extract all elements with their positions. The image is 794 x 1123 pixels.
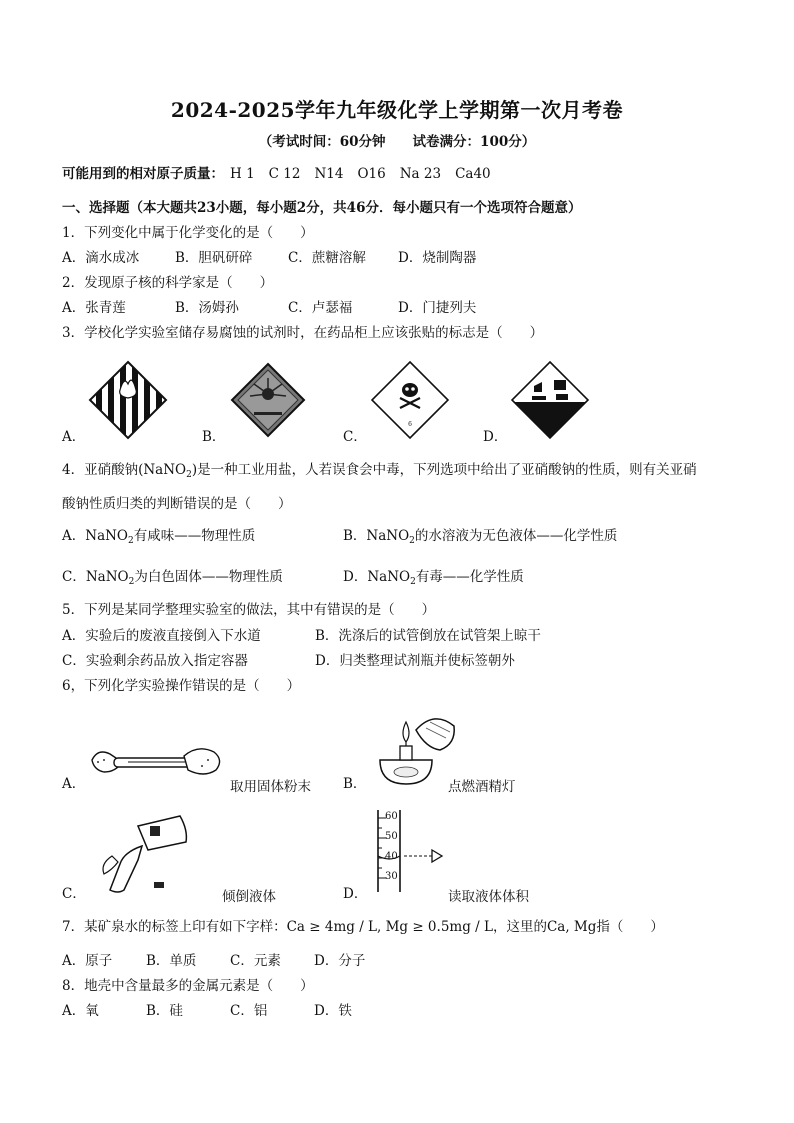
- q4-a-label: A．: [62, 528, 86, 544]
- q4-b-text: 的水溶液为无色液体——化学性质: [414, 528, 618, 544]
- q4-a-sub: 2: [128, 536, 134, 546]
- q4-d-sub: 2: [410, 577, 416, 587]
- q2-option-a[interactable]: A．张青莲: [62, 300, 126, 316]
- corrosive-sign-icon: [510, 360, 590, 440]
- q8-option-d[interactable]: D．铁: [314, 1003, 352, 1019]
- q8-option-b[interactable]: B．硅: [146, 1003, 183, 1019]
- q4-formula: (NaNO: [138, 462, 187, 478]
- cylinder-tick-40: 40: [385, 851, 398, 862]
- q7-option-c[interactable]: C．元素: [230, 953, 281, 969]
- q4-c-sub: 2: [128, 577, 135, 587]
- q4-a-text: 有咸味——物理性质: [133, 528, 256, 544]
- q4-option-c[interactable]: [62, 568, 283, 591]
- q1-option-a[interactable]: A．滴水成冰: [62, 250, 140, 266]
- question-7-stem: [62, 918, 664, 936]
- cylinder-tick-60: 60: [385, 811, 398, 822]
- q1-option-d[interactable]: D．烧制陶器: [398, 250, 477, 266]
- q7-option-d[interactable]: D．分子: [314, 953, 366, 969]
- question-4-stem-line2: 酸钠性质归类的判断错误的是（ ）: [62, 496, 292, 512]
- q6-caption-d: 读取液体体积: [448, 889, 529, 905]
- q4-option-a[interactable]: [62, 527, 255, 550]
- q6-option-b[interactable]: B．: [343, 776, 367, 792]
- question-1-stem: 1．下列变化中属于化学变化的是（ ）: [62, 225, 314, 241]
- alcohol-lamp-illustration-icon: [370, 708, 460, 790]
- q1-option-c[interactable]: C．蔗糖溶解: [288, 250, 366, 266]
- q7-stem-text: 7．某矿泉水的标签上印有如下字样：: [62, 919, 287, 935]
- q3-option-b[interactable]: B．: [202, 429, 226, 445]
- q4-d-label: D．: [343, 569, 368, 585]
- q4-option-d[interactable]: [343, 568, 524, 591]
- q4-b-sub: 2: [409, 536, 415, 546]
- exam-title: 2024-2025学年九年级化学上学期第一次月考卷: [170, 98, 624, 122]
- q5-option-a[interactable]: A．实验后的废液直接倒入下水道: [62, 628, 261, 644]
- explosive-sign-icon: [230, 362, 306, 438]
- q4-d-text: 有毒——化学性质: [415, 569, 524, 585]
- q5-option-d[interactable]: D．归类整理试剂瓶并使标签朝外: [315, 653, 515, 669]
- question-8-stem: 8．地壳中含量最多的金属元素是（ ）: [62, 978, 314, 994]
- q4-b-label: B．: [343, 528, 367, 544]
- exam-subtitle: （考试时间：60分钟 试卷满分：100分）: [258, 134, 536, 150]
- atomic-mass-item: O16: [357, 166, 386, 182]
- q4-stem-rest: 是一种工业用盐，人若误食会中毒，下列选项中给出了亚硝酸钠的性质，则有关亚硝: [197, 462, 697, 478]
- q6-option-d[interactable]: D．: [343, 886, 368, 902]
- q5-option-b[interactable]: B．洗涤后的试管倒放在试管架上晾干: [315, 628, 541, 644]
- q7-option-b[interactable]: B．单质: [146, 953, 197, 969]
- q6-caption-b: 点燃酒精灯: [448, 779, 516, 795]
- atomic-mass-item: H 1: [230, 166, 255, 182]
- cylinder-tick-30: 30: [385, 871, 398, 882]
- q4-c-formula: NaNO: [85, 569, 129, 585]
- q6-caption-a: 取用固体粉末: [230, 779, 311, 795]
- question-3-stem: 3．学校化学实验室储存易腐蚀的试剂时，在药品柜上应该张贴的标志是（ ）: [62, 325, 544, 341]
- q4-stem-text: 4．亚硝酸钠: [62, 462, 139, 478]
- q4-option-b[interactable]: [343, 527, 617, 550]
- atomic-mass-label: 可能用到的相对原子质量：: [62, 166, 224, 182]
- q2-option-b[interactable]: B．汤姆孙: [175, 300, 239, 316]
- q1-option-b[interactable]: B．胆矾研碎: [175, 250, 253, 266]
- q6-option-a[interactable]: A．: [62, 776, 86, 792]
- question-2-stem: 2．发现原子核的科学家是（ ）: [62, 275, 274, 291]
- q7-formula: Ca ≥ 4mg / L, Mg ≥ 0.5mg / L: [286, 919, 493, 935]
- q7-option-a[interactable]: A．原子: [62, 953, 113, 969]
- atomic-mass-item: Ca40: [455, 166, 491, 182]
- q6-caption-c: 倾倒液体: [222, 889, 276, 905]
- question-6-stem: 6，下列化学实验操作错误的是（ ）: [62, 678, 301, 694]
- q7-stem-end: ，这里的Ca, Mg指（ ）: [492, 919, 664, 935]
- atomic-mass-line: [62, 165, 505, 183]
- q2-option-d[interactable]: D．门捷列夫: [398, 300, 477, 316]
- q3-option-c[interactable]: C．: [343, 429, 367, 445]
- pouring-liquid-illustration-icon: [88, 812, 198, 894]
- atomic-mass-item: N14: [314, 166, 344, 182]
- q4-d-formula: NaNO: [367, 569, 411, 585]
- q3-option-a[interactable]: A．: [62, 429, 86, 445]
- question-5-stem: 5．下列是某同学整理实验室的做法，其中有错误的是（ ）: [62, 602, 436, 618]
- q3-option-d[interactable]: D．: [483, 429, 508, 445]
- q4-a-formula: NaNO: [85, 528, 128, 544]
- q5-option-c[interactable]: C．实验剩余药品放入指定容器: [62, 653, 248, 669]
- cylinder-tick-50: 50: [385, 831, 398, 842]
- q4-formula-close: ): [191, 462, 198, 478]
- q8-option-a[interactable]: A．氧: [62, 1003, 99, 1019]
- q8-option-c[interactable]: C．铝: [230, 1003, 268, 1019]
- q4-c-label: C．: [62, 569, 86, 585]
- q6-option-c[interactable]: C．: [62, 886, 86, 902]
- q4-c-text: 为白色固体——物理性质: [134, 569, 283, 585]
- question-4-stem-line1: [62, 461, 697, 484]
- toxic-skull-sign-icon: [370, 360, 450, 440]
- q2-option-c[interactable]: C．卢瑟福: [288, 300, 353, 316]
- svg-text:6: 6: [408, 421, 412, 428]
- powder-test-tube-illustration-icon: [88, 738, 228, 788]
- q4-formula-sub: 2: [186, 470, 192, 480]
- q4-b-formula: NaNO: [366, 528, 410, 544]
- atomic-mass-item: Na 23: [399, 166, 442, 182]
- flammable-solid-sign-icon: [88, 360, 168, 440]
- section-heading: 一、选择题（本大题共23小题，每小题2分，共46分．每小题只有一个选项符合题意）: [62, 200, 582, 216]
- atomic-mass-item: C 12: [268, 166, 301, 182]
- graduated-cylinder-illustration: [376, 808, 456, 894]
